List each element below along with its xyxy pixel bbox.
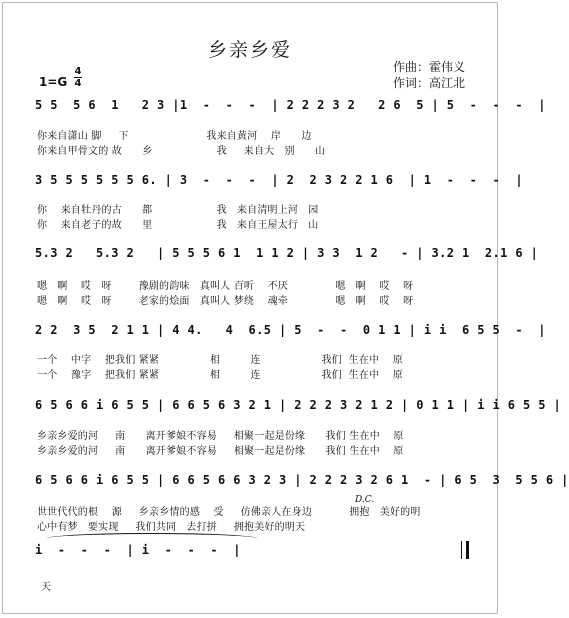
lyricist-credit: 作词：高江北 [393,76,466,90]
lyric-line-1b: 你来自甲骨文的 故 乡 我 来自大 别 山 [37,146,326,157]
notes-line-3: 5.3 2 5.3 2 | 5 5 5 6 1 1 1 2 | 3 3 1 2 - | 3.2 1 2.1 6 | [35,246,539,260]
composer-credit: 作曲：霍伟义 [393,60,466,74]
lyric-line-2a: 你 来自牡丹的古 都 我 来自清明上河 园 [37,205,319,216]
final-barline [461,541,469,559]
lyric-line-4b: 一个 豫字 把我们 紧紧 相 连 我们 生在中 原 [37,370,403,381]
time-signature-top: 4 [74,66,82,77]
lyric-line-3a: 嗯 啊 哎 呀 豫剧的韵味 真叫人 百听 不厌 嗯 啊 哎 呀 [37,281,414,292]
lyric-line-6b: 心中有梦 要实现 我们共同 去打拼 拥抱美好的明天 [37,522,306,533]
dc-mark: D.C. [355,495,375,505]
notes-line-4: 2 2 3 5 2 1 1 | 4 4. 4 6.5 | 5 - - 0 1 1 | i i 6 5 5 - | [35,323,546,337]
end-lyric: 天 [41,582,51,593]
lyric-line-5a: 乡亲乡爱的河 南 离开爹娘不容易 相聚一起是份缘 我们 生在中 原 [37,431,404,442]
notes-line-1: 5 5 5 6 1 2 3 |1 - - - | 2 2 2 3 2 2 6 5 | 5 - - - | [35,98,546,112]
key-signature: 1=G [39,75,68,89]
lyric-line-1a: 你来自潇山 脚 下 我来自黄河 岸 边 [37,131,312,142]
notes-line-6: 6 5 6 6 i 6 5 5 | 6 6 5 6 6 3 2 3 | 2 2 2 3 2 6 1 - | 6 5 3 5 5 6 | [35,473,569,487]
lyric-line-2b: 你 来自老子的故 里 我 来自王屋太行 山 [37,220,319,231]
notes-line-7: i - - - | i - - - | [35,543,241,557]
notes-line-5: 6 5 6 6 i 6 5 5 | 6 6 5 6 3 2 1 | 2 2 2 3 2 1 2 | 0 1 1 | i i 6 5 5 | [35,398,562,412]
time-signature-bottom: 4 [74,78,82,89]
song-title: 乡亲乡爱 [207,39,292,61]
time-signature [74,67,82,88]
lyric-line-6a: 世世代代的根 源 乡亲乡情的感 受 仿佛亲人在身边 拥抱 美好的明 [37,507,421,518]
lyric-line-3b: 嗯 啊 哎 呀 老家的烩面 真叫人 梦绕 魂牵 嗯 啊 哎 呀 [37,296,414,307]
lyric-line-4a: 一个 中字 把我们 紧紧 相 连 我们 生在中 原 [37,355,403,366]
lyric-line-5b: 乡亲乡爱的河 南 离开爹娘不容易 相聚一起是份缘 我们 生在中 原 [37,446,404,457]
score-page [2,2,569,614]
notes-line-2: 3 5 5 5 5 5 5 6. | 3 - - - | 2 2 3 2 2 1 6 | 1 - - - | [35,173,523,187]
